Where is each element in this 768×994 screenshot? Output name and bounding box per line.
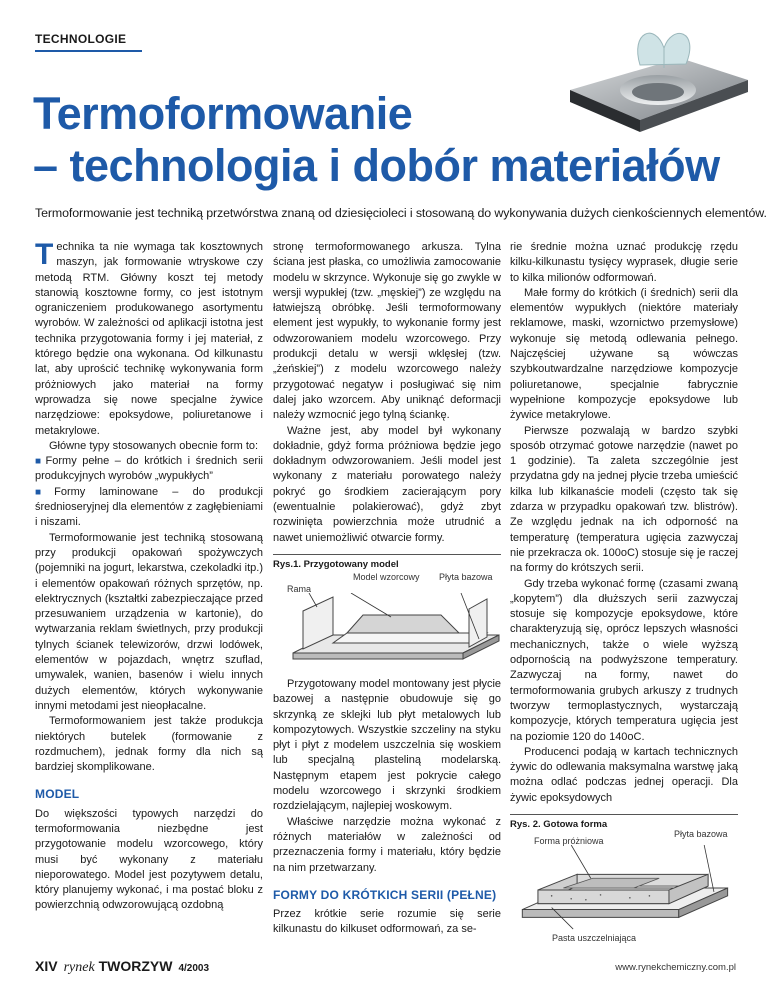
bullet-text: Formy pełne – do krótkich i średnich serii produkcyjnych wyrobów „wypukłych” <box>35 455 263 483</box>
text-column-3 <box>510 240 738 957</box>
section-label: TECHNOLOGIE <box>35 32 127 46</box>
figure-callout: Rama <box>287 583 312 594</box>
article-title-line-2: – technologia i dobór materiałów <box>33 140 720 191</box>
paragraph: Gdy trzeba wykonać formę (czasami zwaną „kopytem”) dla dłuższych serii zazwyczaj stosuje się kompozycje epoksydowe, które charakteryzują się, oprócz lepszych własności mechanicznych, także o wiele wyższą odpornością na podwyższone temperatury. Zazwyczaj na formy, nawet do termoformowania grubych arkuszy z trudnych tworzyw termoplastycznych, wystarczają kompozycje, których temperatura ugięcia jest na poziomie 120 do 140oC. <box>510 577 738 743</box>
magazine-name-bold: TWORZYW <box>98 958 173 974</box>
paragraph: Pierwsze pozwalają w bardzo szybki sposób otrzymać gotowe narzędzie (nawet po 1 godzinie). Ta zaleta szczególnie jest przydatna gdy na jednej płycie trzeba umieścić kilka lub kilkanaście modeli (często tak się zdarza w przypadku opakowań tzw. blistrów). Ze względu jednak na ich odporność na temperaturę (temperatura ugięcia zazwyczaj nie przekracza ok. 100oC) stosuje się je raczej na formy do krótszych serii. <box>510 424 738 575</box>
issue-number: 4/2003 <box>178 963 210 974</box>
paragraph: Do większości typowych narzędzi do termoformowania niezbędne jest przygotowanie modelu wzorcowego, który musi być wykonany z materiału nieporowatego. Model jest pozytywem detalu, który planujemy wykonać, i ma postać bloku z powierzchnią odwzorowującą ozdobną <box>35 807 263 912</box>
figure-callout: Płyta bazowa <box>674 828 728 839</box>
paragraph: Właściwe narzędzie można wykonać z różnych materiałów w zależności od przeznaczenia formy i materiału, który będzie na nim przetwarzany. <box>273 815 501 874</box>
bullet-text: Formy laminowane – do produkcji średnioseryjnej dla elementów z zagłębieniami i niszami. <box>35 485 263 529</box>
paragraph: Termoformowaniem jest także produkcja niektórych butelek (formowanie z rozdmuchem), jednak formy dla nich są bardziej skomplikowane. <box>35 715 263 774</box>
paragraph-text: echnika ta nie wymaga tak kosztownych maszyn, jak formowanie wtryskowe czy metodą RTM. Główny koszt tej metody stanowią kosztowne formy, co jest istotnym ograniczeniem produkowanego asortymentu wyrobów. W zależności od aplikacji istotna jest technika przygotowania formy i jej materiał, z którego będzie ona wykonana. Od kilkunastu lat, aby uprościć technikę wykonywania form próżniowych jako materiał na formy wprowadza się nowe specjalne żywice narzędziowe: epoksydowe, poliuretanowe i metakrylowe. <box>35 241 263 437</box>
text-column-2 <box>273 240 501 938</box>
article-lead: Termoformowanie jest techniką przetwórstwa znaną od dziesięcioleci i stosowaną do wykonywania dużych cienkościennych elementów. <box>35 206 767 220</box>
paragraph <box>35 240 263 439</box>
bullet-square-icon: ■ <box>35 456 44 468</box>
figure-2 <box>510 814 738 947</box>
paragraph: rie średnie można uznać produkcję rzędu kilku-kilkunastu tysięcy wyprasek, długie serie to kilka milionów odformowań. <box>510 241 738 284</box>
figure-callout: Forma próżniowa <box>534 835 604 846</box>
paragraph: Przez krótkie serie rozumie się serie kilkunastu do kilkuset odformowań, za se- <box>273 908 501 936</box>
bullet-item <box>35 485 263 531</box>
hero-product-photo <box>560 20 750 135</box>
subheading-forms: FORMY DO KRÓTKICH SERII (PEŁNE) <box>273 887 497 902</box>
paragraph: Małe formy do krótkich (i średnich) serii dla elementów wypukłych (niektóre materiały reklamowe, maski, wzornictwo przemysłowe) wykonuje się metodą odlewania pełnego. Najczęściej używane są wówczas szybkoutwardzalne narzędziowe kompozycje poliuretanowe, specjalnie fabrycznie wypełnione kompozycje epoksydowe lub żywice metakrylowe. <box>510 286 738 422</box>
figure-callout: Model wzorcowy <box>353 571 420 582</box>
figure-caption: Rys.1. Przygotowany model <box>273 558 399 570</box>
paragraph: Główne typy stosowanych obecnie form to: <box>49 439 259 452</box>
paragraph: Przygotowany model montowany jest płycie bazowej a następnie obudowuje się go skrzynką ze sklejki lub płyt metalowych lub kompozytowych. Wszystkie szczeliny na styku płyt i płyt z modelem uszczelnia się woskiem lub specjalną plasteliną modelarską. Następnym etapem jest pokrycie całego modelu wzorcowego i skrzynki środkiem rozdzielającym, najlepiej woskowym. <box>273 677 501 813</box>
drop-cap: T <box>35 238 54 271</box>
paragraph: Ważne jest, aby model był wykonany dokładnie, gdyż forma próżniowa będzie jego dokładnym odwzorowaniem. Jeśli model jest wykonany z materiału porowatego należy pokryć go środkiem zacierającym pory (ewentualnie polakierować), gdyż zbyt rozwinięta powierzchnia może utrudnić a nawet uniemożliwić otwarcie formy. <box>273 424 501 544</box>
subheading-model: MODEL <box>35 787 80 802</box>
magazine-name-italic: rynek <box>63 960 95 975</box>
model-drawing <box>273 593 501 668</box>
figure-1 <box>273 554 501 667</box>
bullet-item <box>35 454 263 485</box>
paragraph: Producenci podają w kartach technicznych żywic do odlewania maksymalna warstwę jaką można odlać podczas jednej operacji. Dla żywic epoksydowych <box>510 745 738 804</box>
figure-caption: Rys. 2. Gotowa forma <box>510 818 608 830</box>
paragraph: Termoformowanie jest techniką stosowaną przy produkcji opakowań spożywczych (pojemniki na jogurt, lekarstwa, czekoladki itp.) i elementów opakowań różnych sprzętów, np. elektrycznych (kształtki zabezpieczające przed przesuwaniem urządzenia w kartonie), do wytwarzania reklam świetlnych, przy produkcji tylnych ścianek telewizorów, drzwi lodówek, elementów w pojazdach, wnętrz szuflad, umywalek, wanien, basenów i wielu innych dużych elementów, których wykonywanie innymi metodami jest nieopłacalne. <box>35 531 263 712</box>
figure-callout: Pasta uszczelniająca <box>552 932 637 943</box>
footer-publication <box>35 958 209 976</box>
bullet-square-icon: ■ <box>35 486 53 498</box>
footer-url: www.rynekchemiczny.com.pl <box>615 962 736 973</box>
section-rule <box>35 50 142 52</box>
page-number: XIV <box>35 958 58 974</box>
text-column-1 <box>35 240 263 914</box>
mold-drawing <box>510 845 738 933</box>
paragraph: stronę termoformowanego arkusza. Tylna ściana jest płaska, co umożliwia zamocowanie modelu w skrzynce. Wykonuje się go zwykle w wersji wypukłej (tzw. „męskiej”) ze względu na łatwiejszą obróbkę. Jeśli termoformowany element jest wypukły, to wykonanie formy jest odwzorowaniem modelu wzorcowego. Przy produkcji detalu w wersji wklęsłej (tzw. „żeńskiej”) z modelu wzorcowego należy przygotować negatyw i posługiwać się nim dalej jako wzorcem. Aby uniknąć deformacji należy wzmocnić jego tylną ściankę. <box>273 241 501 422</box>
figure-callout: Płyta bazowa <box>439 571 493 582</box>
article-title-line-1: Termoformowanie <box>33 88 413 139</box>
